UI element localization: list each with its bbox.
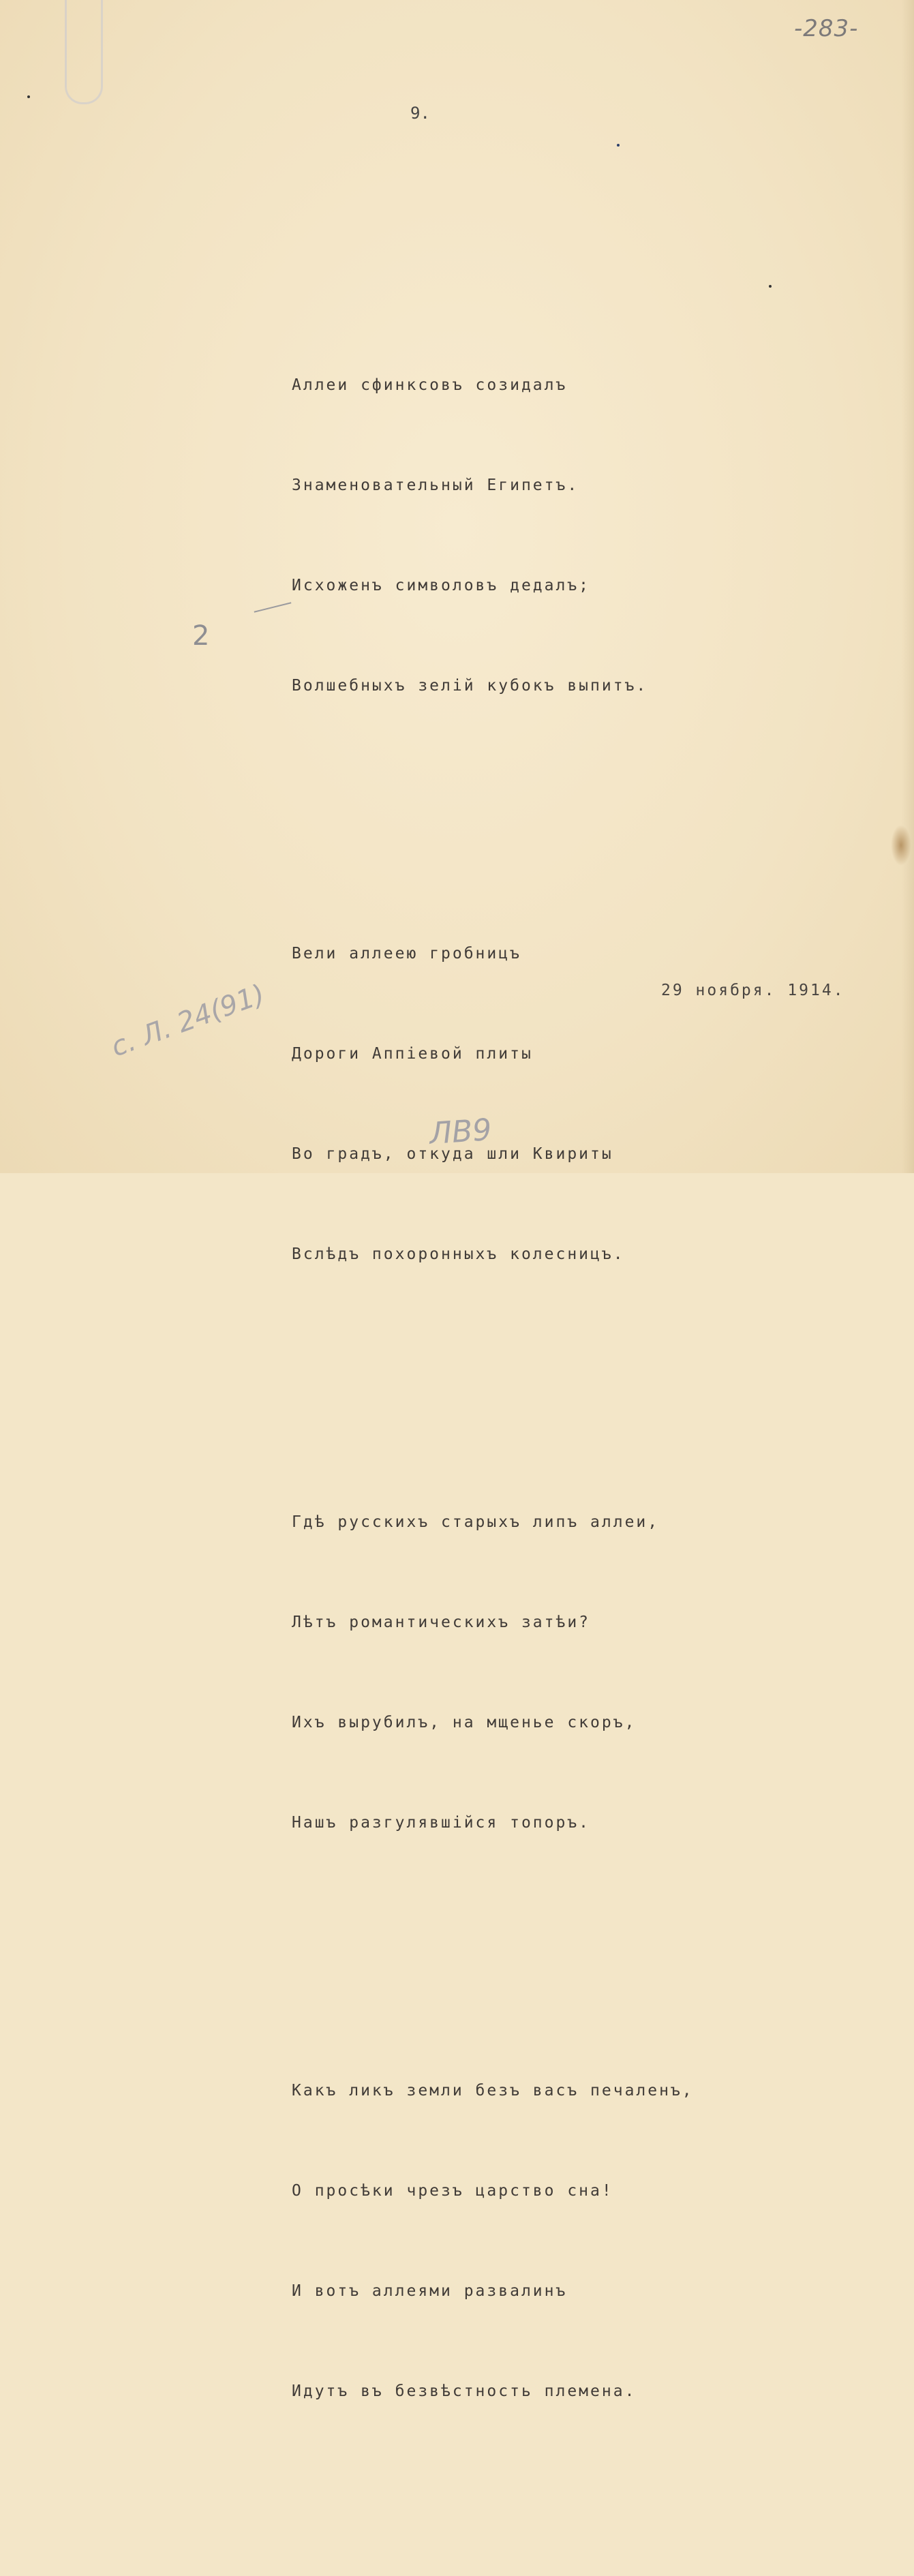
margin-note: 2 xyxy=(192,620,210,652)
ink-speck xyxy=(617,144,620,147)
poem-line: Дороги Аппіевой плиты xyxy=(292,1045,533,1063)
poem-line: Гдѣ русскихъ старыхъ липъ аллеи, xyxy=(292,1513,660,1531)
paper-stain xyxy=(891,825,911,866)
poem-line: Волшебныхъ зелій кубокъ выпитъ. xyxy=(292,677,648,695)
folio-mark: ЛВ9 xyxy=(428,1112,493,1152)
poem-line: Нашъ разгулявшійся топоръ. xyxy=(292,1814,591,1832)
ink-speck xyxy=(769,285,772,288)
poem-line: Лѣтъ романтическихъ затѣи? xyxy=(292,1613,591,1631)
poem-line: И вотъ аллеями развалинъ xyxy=(292,2282,568,2300)
paper-edge-shadow xyxy=(902,0,914,1173)
poem-line: Во градъ, откуда шли Квириты xyxy=(292,1145,613,1163)
stanza xyxy=(292,302,694,770)
margin-tick-mark xyxy=(254,602,292,612)
stanza xyxy=(292,870,694,1338)
poem-line: Вслѣдъ похоронныхъ колесницъ. xyxy=(292,1245,625,1263)
paper-clip-mark xyxy=(65,0,103,104)
poem-line: Вели аллеею гробницъ xyxy=(292,945,521,963)
poem-line: Исхоженъ символовъ дедалъ; xyxy=(292,577,591,594)
stanza xyxy=(292,1439,694,1907)
poem-line: Идутъ въ безвѣстность племена. xyxy=(292,2382,637,2400)
poem-date: 29 ноября. 1914. xyxy=(661,982,845,999)
poem-number: 9. xyxy=(410,104,430,123)
pencil-reference: с. Л. 24(91) xyxy=(107,978,269,1063)
archive-number: -283- xyxy=(794,15,859,42)
poem-body xyxy=(292,235,694,2576)
poem-line: О просѣки чрезъ царство сна! xyxy=(292,2182,613,2200)
poem-line: Какъ ликъ земли безъ васъ печаленъ, xyxy=(292,2082,694,2100)
ink-speck xyxy=(27,95,30,98)
stanza xyxy=(292,2007,694,2475)
poem-line: Ихъ вырубилъ, на мщенье скоръ, xyxy=(292,1714,637,1731)
poem-line: Аллеи сфинксовъ созидалъ xyxy=(292,376,568,394)
poem-line: Знаменовательный Египетъ. xyxy=(292,476,579,494)
